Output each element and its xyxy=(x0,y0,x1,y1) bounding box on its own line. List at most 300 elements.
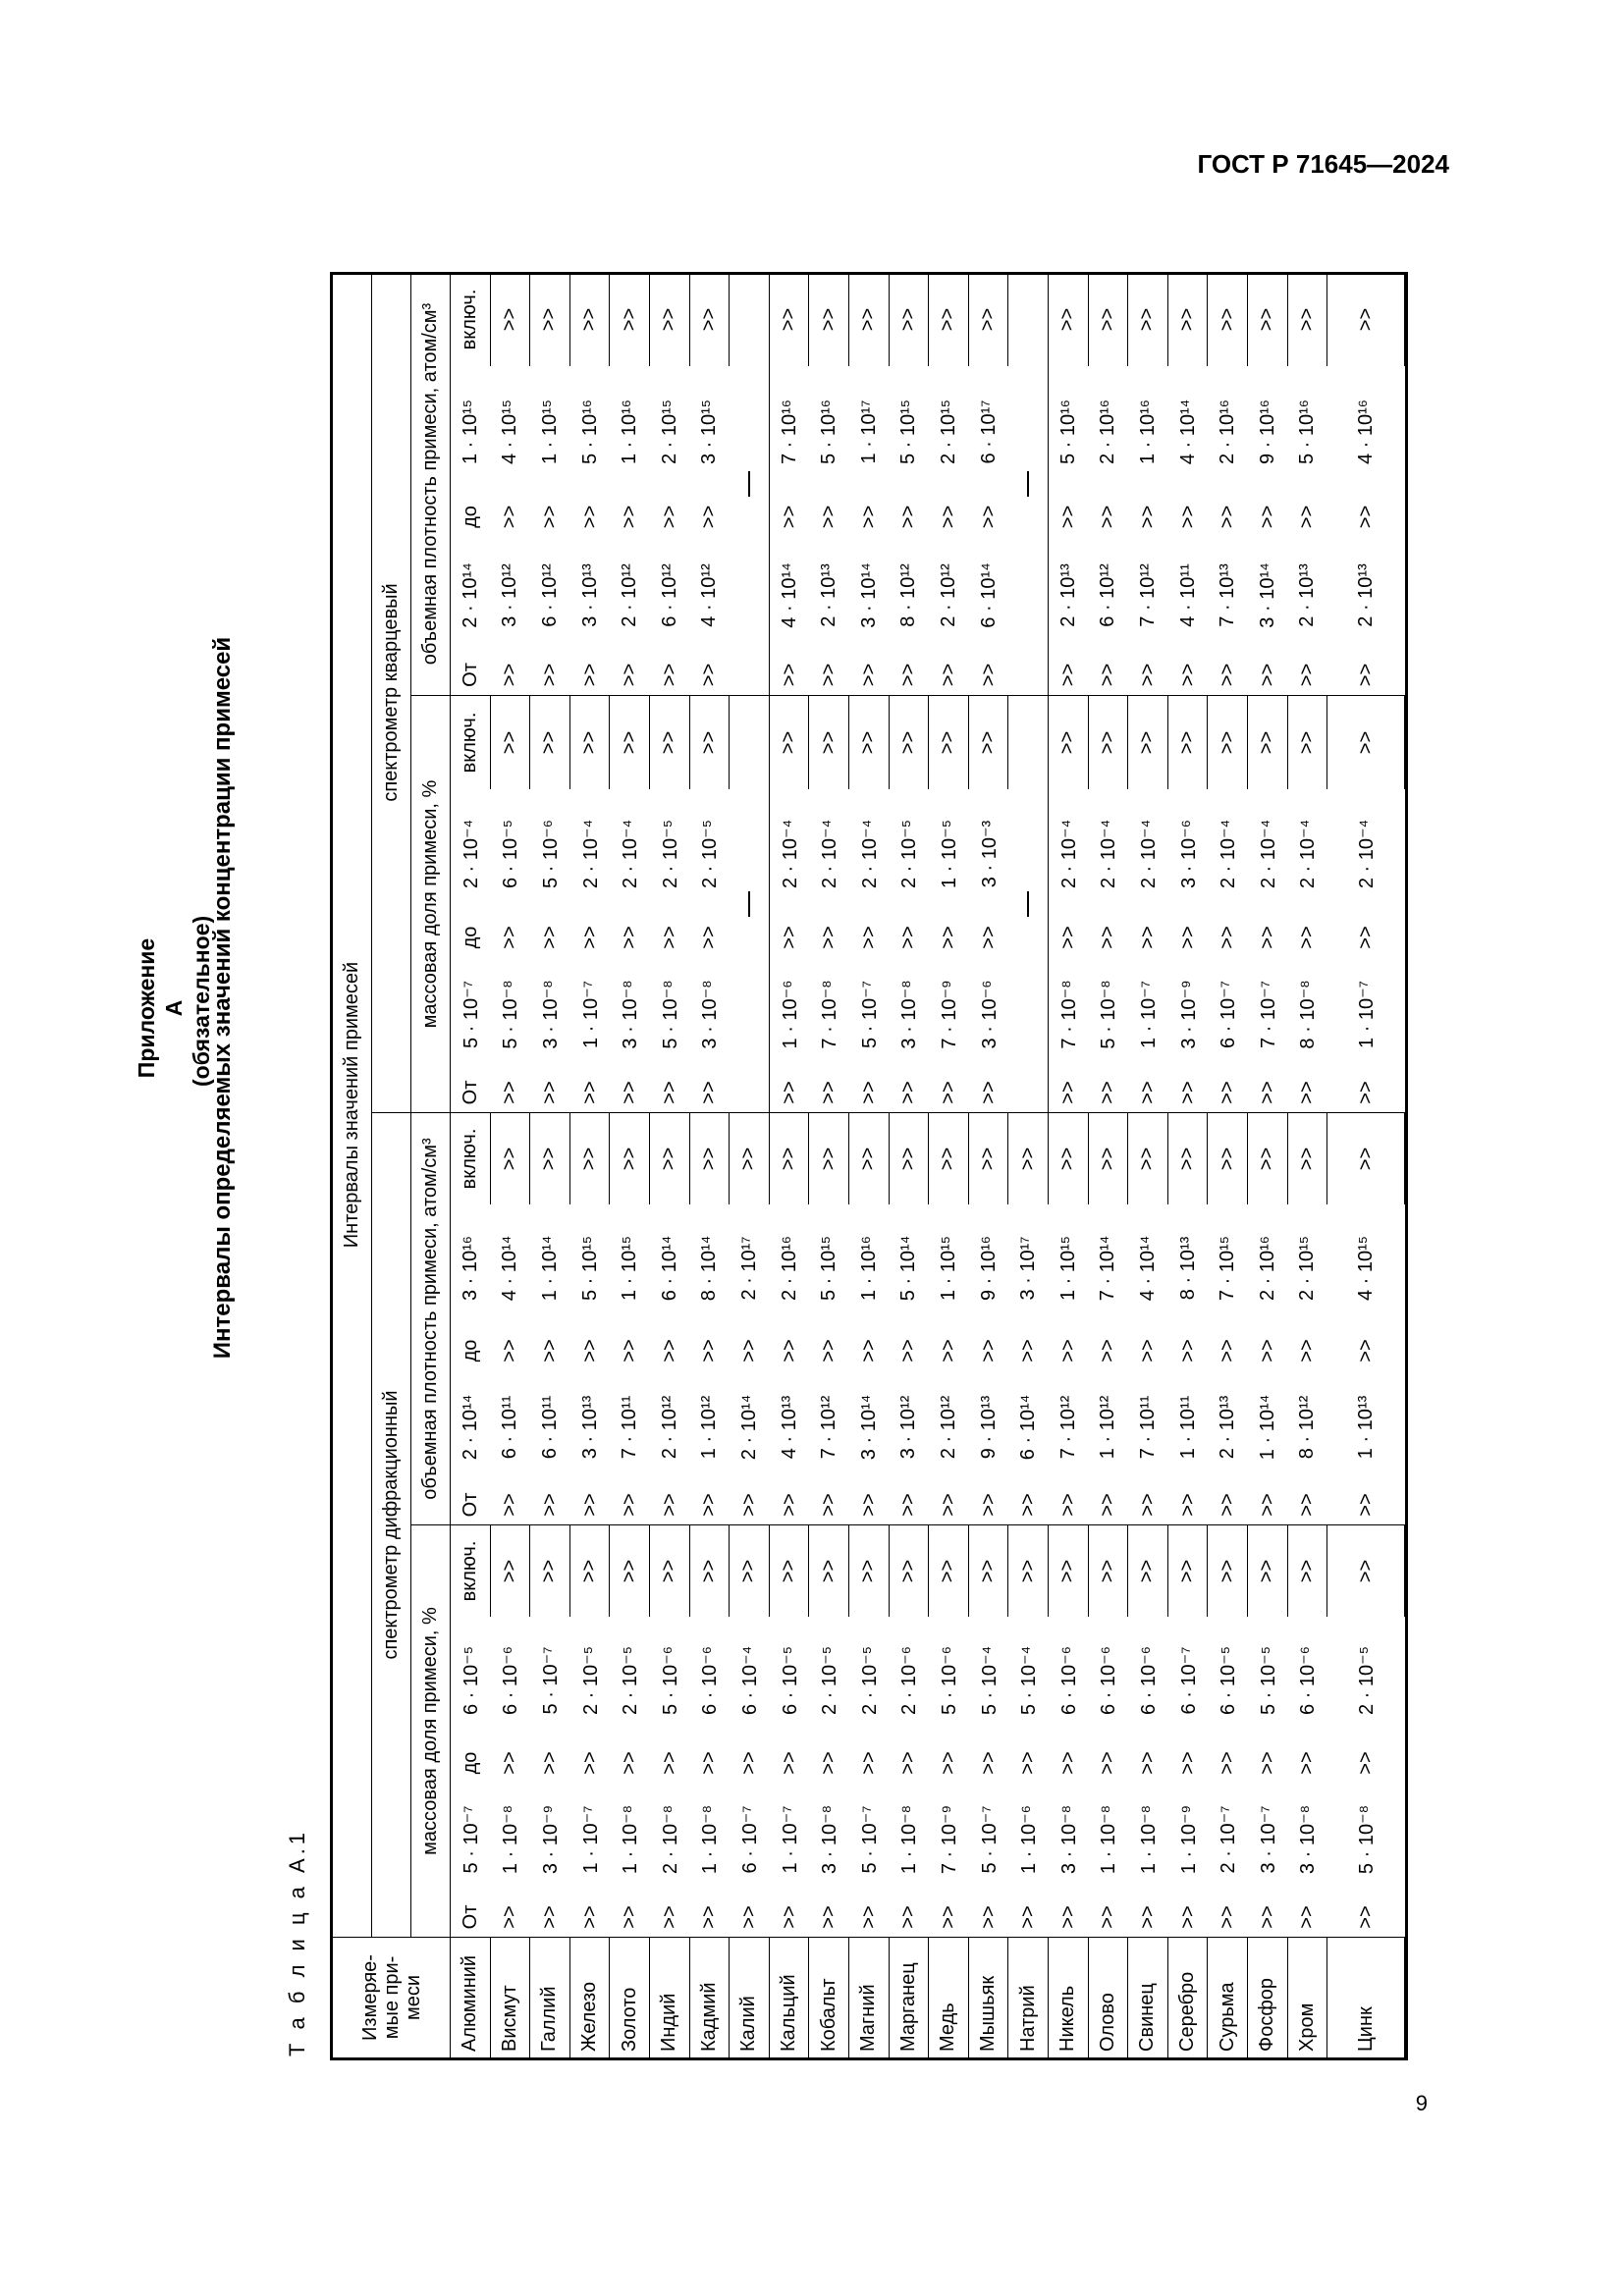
value-cell-prefix: >> xyxy=(778,1081,800,1104)
value-cell-from-value: 2 · 10⁻⁷ xyxy=(1218,1805,1240,1874)
value-cell-to-word: >> xyxy=(538,1751,561,1775)
value-cell-to-value: 5 · 10¹⁶ xyxy=(818,399,840,465)
value-cell-incl: >> xyxy=(1049,272,1089,366)
impurity-name: Железо xyxy=(570,1937,611,2057)
value-cell-to-value: 5 · 10¹⁵ xyxy=(818,1235,840,1302)
value-cell-incl: >> xyxy=(929,1524,969,1617)
value-cell-from-value: 6 · 10⁻⁷ xyxy=(1218,981,1240,1048)
impurity-name: Кальций xyxy=(770,1937,810,2057)
value-cell-prefix: >> xyxy=(1355,663,1378,687)
value-cell-prefix: >> xyxy=(1136,1493,1159,1517)
value-cell-prefix: >> xyxy=(1097,1905,1119,1929)
value-cell-incl: >> xyxy=(570,1524,611,1617)
value-cell-to-value: 2 · 10¹⁵ xyxy=(937,399,959,465)
value-cell-to-value: 2 · 10⁻⁵ xyxy=(1356,1646,1379,1715)
value-cell-from-value: 3 · 10⁻⁹ xyxy=(539,1804,562,1875)
value-cell-to-value: 3 · 10¹⁷ xyxy=(1017,1236,1040,1301)
value-cell-incl: >> xyxy=(1049,1524,1089,1617)
value-cell-to-word: >> xyxy=(818,926,840,949)
value-cell-prefix: >> xyxy=(658,1493,680,1517)
value-cell-incl: >> xyxy=(610,695,650,789)
value-cell-from-value: 4 · 10¹³ xyxy=(778,1395,800,1460)
not-applicable-cell xyxy=(730,272,770,695)
value-cell-to-value: 2 · 10¹⁶ xyxy=(1097,399,1119,465)
value-cell-prefix: >> xyxy=(1136,663,1159,687)
value-cell-to-word: >> xyxy=(619,1339,641,1362)
header-diffraction-spectrometer: спектрометр дифракционный xyxy=(372,1112,411,1937)
value-cell-incl: >> xyxy=(730,1524,770,1617)
value-cell-to-value: 5 · 10⁻⁶ xyxy=(938,1646,960,1715)
value-cell-to-value: 6 · 10⁻⁵ xyxy=(779,1646,801,1715)
value-cell-to-value: 5 · 10¹⁶ xyxy=(1056,399,1079,465)
value-cell-incl: >> xyxy=(1008,1112,1049,1204)
value-cell-to-word: >> xyxy=(897,1339,920,1362)
value-cell-incl: >> xyxy=(1168,1524,1209,1617)
value-cell-from-value: 1 · 10⁻⁸ xyxy=(500,1804,522,1875)
value-cell-prefix: >> xyxy=(818,1905,840,1929)
value-cell-from-value: 3 · 10⁻⁸ xyxy=(699,980,722,1049)
value-cell-to-word: >> xyxy=(1097,505,1119,529)
value-cell-to-value: 5 · 10¹⁶ xyxy=(578,399,601,465)
value-cell-incl: >> xyxy=(1288,272,1328,366)
data-table xyxy=(330,272,1408,2060)
value-cell-prefix: >> xyxy=(1056,1081,1079,1104)
value-cell-prefix: >> xyxy=(1296,1081,1319,1104)
value-cell-to-value: 4 · 10¹⁴ xyxy=(499,1235,521,1302)
value-cell-to-value: 3 · 10¹⁵ xyxy=(698,399,721,465)
value-cell-from-value: 3 · 10⁻⁸ xyxy=(539,980,562,1049)
value-cell-incl: >> xyxy=(1049,695,1089,789)
value-cell-to-word: >> xyxy=(937,505,959,529)
value-cell-incl: >> xyxy=(1288,1524,1328,1617)
section-title: Интервалы определяемых значений концентрации примесей xyxy=(209,636,236,1360)
value-cell-incl: >> xyxy=(929,695,969,789)
value-cell-incl: >> xyxy=(890,695,930,789)
value-cell-to-word: >> xyxy=(1355,1751,1378,1775)
value-cell-prefix: >> xyxy=(897,1081,920,1104)
value-cell-incl: >> xyxy=(770,695,810,789)
value-cell-to-value: 6 · 10⁻⁶ xyxy=(1057,1646,1080,1715)
value-cell-from-value: 6 · 10¹⁴ xyxy=(977,562,1000,628)
value-cell-incl: >> xyxy=(1327,695,1405,789)
value-cell-to-value: 2 · 10⁻⁵ xyxy=(659,820,681,888)
value-cell-from-value: 3 · 10¹² xyxy=(897,1395,920,1460)
value-cell-incl: >> xyxy=(491,272,531,366)
value-cell-prefix: >> xyxy=(1176,1493,1199,1517)
value-cell-to-word: >> xyxy=(619,1751,641,1775)
value-cell-prefix: >> xyxy=(1017,1493,1040,1517)
value-cell-incl: >> xyxy=(1327,272,1405,366)
value-cell-to-word: >> xyxy=(499,926,521,949)
value-cell-incl: >> xyxy=(650,1112,690,1204)
value-cell-prefix: >> xyxy=(1136,1081,1159,1104)
value-cell-from-value: 1 · 10⁻⁷ xyxy=(1356,981,1379,1048)
value-cell-incl: >> xyxy=(809,695,849,789)
value-cell-prefix: >> xyxy=(778,1493,800,1517)
value-cell-incl: >> xyxy=(1168,1112,1209,1204)
value-cell-incl: >> xyxy=(610,1112,650,1204)
value-cell-prefix: От xyxy=(459,1904,481,1930)
value-cell-incl: >> xyxy=(690,1524,731,1617)
value-cell-from-value: 7 · 10⁻⁹ xyxy=(938,980,960,1049)
value-cell-prefix: >> xyxy=(937,663,959,687)
value-cell-to-word: >> xyxy=(937,926,959,949)
value-cell-to-word: >> xyxy=(1017,1339,1040,1362)
value-cell-from-value: 3 · 10⁻⁷ xyxy=(1257,1805,1279,1874)
value-cell-to-value: 2 · 10⁻⁴ xyxy=(779,819,801,889)
value-cell-prefix: >> xyxy=(1355,1493,1378,1517)
not-applicable-cell xyxy=(730,695,770,1112)
impurity-name: Никель xyxy=(1049,1937,1089,2057)
value-cell-prefix: >> xyxy=(1217,1905,1239,1929)
value-cell-to-word: >> xyxy=(698,1339,721,1362)
dash-mark xyxy=(748,471,750,497)
value-cell-to-value: 2 · 10¹⁶ xyxy=(1217,399,1239,465)
dash-mark xyxy=(1027,471,1029,497)
value-cell-from-value: 2 · 10¹³ xyxy=(1296,563,1319,627)
value-cell-to-word: >> xyxy=(937,1339,959,1362)
impurity-name: Олово xyxy=(1089,1937,1129,2057)
value-cell-to-value: 6 · 10⁻⁶ xyxy=(699,1646,722,1715)
value-cell-to-word: >> xyxy=(698,1751,721,1775)
value-cell-to-value: 2 · 10⁻⁵ xyxy=(699,820,722,888)
value-cell-prefix: >> xyxy=(1056,1905,1079,1929)
value-cell-prefix: >> xyxy=(778,663,800,687)
value-cell-to-word: >> xyxy=(778,926,800,949)
value-cell-incl: >> xyxy=(770,1524,810,1617)
value-cell-incl: >> xyxy=(890,1112,930,1204)
value-cell-to-word: >> xyxy=(578,505,601,529)
value-cell-to-word: >> xyxy=(1296,505,1319,529)
value-cell-prefix: >> xyxy=(977,1081,1000,1104)
value-cell-to-value: 6 · 10⁻⁴ xyxy=(738,1645,761,1716)
value-cell-prefix: От xyxy=(459,1080,481,1105)
value-cell-incl: >> xyxy=(1208,695,1248,789)
value-cell-prefix: >> xyxy=(1355,1081,1378,1104)
value-cell-prefix: >> xyxy=(857,1905,880,1929)
value-cell-prefix: >> xyxy=(1097,663,1119,687)
value-cell-from-value: 1 · 10⁻⁸ xyxy=(620,1804,642,1875)
value-cell-from-value: 1 · 10⁻⁷ xyxy=(579,1805,602,1874)
value-cell-to-value: 5 · 10⁻⁴ xyxy=(1018,1645,1041,1716)
value-cell-to-value: 3 · 10⁻⁶ xyxy=(1177,820,1200,888)
value-cell-to-word: >> xyxy=(1256,505,1278,529)
value-cell-to-value: 1 · 10¹⁴ xyxy=(538,1235,561,1302)
value-cell-from-value: 5 · 10⁻⁷ xyxy=(858,981,881,1048)
value-cell-prefix: >> xyxy=(1056,1493,1079,1517)
value-cell-from-value: 3 · 10⁻⁸ xyxy=(620,980,642,1049)
value-cell-prefix: >> xyxy=(778,1905,800,1929)
value-cell-to-word: >> xyxy=(1217,1339,1239,1362)
value-cell-to-word: >> xyxy=(857,505,880,529)
value-cell-prefix: >> xyxy=(977,1493,1000,1517)
value-cell-to-value: 1 · 10¹⁶ xyxy=(857,1235,880,1302)
value-cell-from-value: 9 · 10¹³ xyxy=(977,1395,1000,1460)
value-cell-from-value: 1 · 10⁻⁹ xyxy=(1177,1804,1200,1875)
value-cell-from-value: 8 · 10¹² xyxy=(1296,1395,1319,1460)
value-cell-to-value: 2 · 10⁻⁶ xyxy=(898,1646,921,1715)
value-cell-to-word: >> xyxy=(1256,1751,1278,1775)
value-cell-to-value: 1 · 10¹⁶ xyxy=(1136,399,1159,465)
value-cell-incl: >> xyxy=(809,1112,849,1204)
value-cell-from-value: 2 · 10¹² xyxy=(937,1395,959,1460)
value-cell-prefix: >> xyxy=(698,663,721,687)
annex-status: (обязательное) xyxy=(189,915,214,1087)
value-cell-prefix: >> xyxy=(857,663,880,687)
document-code: ГОСТ Р 71645—2024 xyxy=(1197,149,1449,179)
value-cell-to-word: >> xyxy=(1136,926,1159,949)
value-cell-to-value: 1 · 10¹⁷ xyxy=(857,400,880,464)
value-cell-from-value: 6 · 10¹² xyxy=(538,563,561,627)
value-cell-prefix: >> xyxy=(1176,663,1199,687)
value-cell-to-value: 4 · 10¹⁴ xyxy=(1176,399,1199,465)
value-cell-incl: >> xyxy=(1248,695,1288,789)
value-cell-to-word: >> xyxy=(698,505,721,529)
value-cell-to-word: >> xyxy=(1136,505,1159,529)
value-cell-to-value: 2 · 10⁻⁵ xyxy=(898,820,921,888)
value-cell-prefix: >> xyxy=(538,1905,561,1929)
value-cell-to-value: 6 · 10¹⁴ xyxy=(658,1235,680,1302)
impurity-name: Хром xyxy=(1288,1937,1328,2057)
value-cell-from-value: 7 · 10¹¹ xyxy=(1136,1395,1159,1460)
value-cell-incl: включ. xyxy=(451,272,491,366)
value-cell-to-word: >> xyxy=(538,505,561,529)
impurity-name: Натрий xyxy=(1008,1937,1049,2057)
value-cell-to-value: 9 · 10¹⁶ xyxy=(977,1235,1000,1302)
impurity-name: Магний xyxy=(849,1937,890,2057)
value-cell-incl: >> xyxy=(969,695,1009,789)
value-cell-to-value: 6 · 10⁻⁶ xyxy=(500,1646,522,1715)
value-cell-prefix: >> xyxy=(1097,1081,1119,1104)
value-cell-incl: >> xyxy=(690,695,731,789)
value-cell-prefix: >> xyxy=(977,663,1000,687)
value-cell-to-word: >> xyxy=(1355,926,1378,949)
value-cell-to-word: до xyxy=(459,926,481,949)
value-cell-from-value: 3 · 10⁻⁸ xyxy=(1057,1804,1080,1875)
table-caption: Т а б л и ц а А.1 xyxy=(285,1828,309,2056)
impurity-name: Фосфор xyxy=(1248,1937,1288,2057)
value-cell-to-word: >> xyxy=(937,1751,959,1775)
value-cell-from-value: 1 · 10⁻⁷ xyxy=(579,981,602,1048)
value-cell-incl: >> xyxy=(570,272,611,366)
value-cell-to-word: >> xyxy=(778,505,800,529)
value-cell-to-word: >> xyxy=(857,1339,880,1362)
annex-title: Приложение А xyxy=(134,937,187,1079)
value-cell-to-word: >> xyxy=(499,1339,521,1362)
value-cell-from-value: 3 · 10⁻⁸ xyxy=(819,1804,841,1875)
value-cell-to-word: >> xyxy=(818,1751,840,1775)
value-cell-to-word: >> xyxy=(658,505,680,529)
value-cell-from-value: 5 · 10⁻⁷ xyxy=(460,981,482,1048)
value-cell-from-value: 3 · 10¹² xyxy=(499,563,521,627)
value-cell-to-word: >> xyxy=(1176,1339,1199,1362)
value-cell-to-value: 7 · 10¹⁶ xyxy=(778,399,800,465)
value-cell-to-value: 2 · 10⁻⁴ xyxy=(819,819,841,889)
value-cell-prefix: >> xyxy=(818,1081,840,1104)
value-cell-prefix: >> xyxy=(1217,663,1239,687)
value-cell-incl: >> xyxy=(1128,1524,1168,1617)
value-cell-incl: >> xyxy=(1248,1524,1288,1617)
value-cell-from-value: 3 · 10⁻⁶ xyxy=(978,980,1001,1049)
value-cell-incl: >> xyxy=(1288,1112,1328,1204)
page-number: 9 xyxy=(1415,2091,1428,2115)
header-impurity: Измеряе-мые при-меси xyxy=(333,1937,451,2057)
value-cell-to-value: 5 · 10⁻⁶ xyxy=(659,1646,681,1715)
value-cell-to-word: >> xyxy=(1017,1751,1040,1775)
value-cell-from-value: 3 · 10⁻⁹ xyxy=(1177,980,1200,1049)
value-cell-from-value: 4 · 10¹⁴ xyxy=(778,562,800,628)
value-cell-to-word: >> xyxy=(499,505,521,529)
value-cell-to-value: 1 · 10¹⁶ xyxy=(619,399,641,465)
value-cell-to-word: >> xyxy=(1136,1751,1159,1775)
value-cell-prefix: >> xyxy=(857,1081,880,1104)
value-cell-prefix: >> xyxy=(698,1081,721,1104)
value-cell-from-value: 4 · 10¹¹ xyxy=(1176,563,1199,627)
value-cell-prefix: >> xyxy=(658,1081,680,1104)
impurity-name: Висмут xyxy=(491,1937,531,2057)
impurity-name: Индий xyxy=(650,1937,690,2057)
value-cell-from-value: 1 · 10⁻⁸ xyxy=(699,1804,722,1875)
value-cell-to-word: >> xyxy=(977,505,1000,529)
value-cell-incl: >> xyxy=(1327,1524,1405,1617)
impurity-name: Цинк xyxy=(1327,1937,1405,2057)
value-cell-incl: >> xyxy=(969,272,1009,366)
value-cell-incl: >> xyxy=(849,1524,890,1617)
value-cell-from-value: 1 · 10⁻⁷ xyxy=(779,1805,801,1874)
value-cell-from-value: 3 · 10¹⁴ xyxy=(1256,562,1278,628)
value-cell-from-value: 3 · 10⁻⁸ xyxy=(898,980,921,1049)
value-cell-from-value: 2 · 10⁻⁸ xyxy=(659,1804,681,1875)
value-cell-incl: >> xyxy=(890,272,930,366)
value-cell-prefix: >> xyxy=(619,1905,641,1929)
impurity-name: Калий xyxy=(730,1937,770,2057)
value-cell-from-value: 3 · 10¹³ xyxy=(578,563,601,627)
value-cell-from-value: 2 · 10¹³ xyxy=(818,563,840,627)
value-cell-from-value: 1 · 10¹² xyxy=(1097,1395,1119,1460)
impurity-name: Свинец xyxy=(1128,1937,1168,2057)
value-cell-to-value: 2 · 10⁻⁴ xyxy=(579,819,602,889)
value-cell-prefix: >> xyxy=(1097,1493,1119,1517)
value-cell-to-word: >> xyxy=(538,926,561,949)
value-cell-to-word: >> xyxy=(857,926,880,949)
value-cell-incl: >> xyxy=(650,1524,690,1617)
value-cell-incl: >> xyxy=(1089,1524,1129,1617)
value-cell-prefix: >> xyxy=(937,1493,959,1517)
value-cell-from-value: 5 · 10⁻⁸ xyxy=(659,980,681,1049)
value-cell-from-value: 1 · 10¹³ xyxy=(1355,1395,1378,1460)
value-cell-to-value: 6 · 10⁻⁵ xyxy=(500,820,522,888)
not-applicable-cell xyxy=(1008,272,1049,695)
value-cell-from-value: 6 · 10¹² xyxy=(658,563,680,627)
value-cell-to-value: 7 · 10¹⁵ xyxy=(1217,1235,1239,1302)
value-cell-to-word: >> xyxy=(658,1339,680,1362)
value-cell-from-value: 7 · 10⁻⁷ xyxy=(1257,981,1279,1048)
value-cell-prefix: >> xyxy=(1355,1905,1378,1929)
value-cell-to-word: >> xyxy=(1097,1751,1119,1775)
value-cell-incl: >> xyxy=(1208,272,1248,366)
value-cell-to-word: >> xyxy=(778,1339,800,1362)
value-cell-incl: >> xyxy=(1208,1112,1248,1204)
impurity-name: Золото xyxy=(610,1937,650,2057)
value-cell-prefix: >> xyxy=(1256,1081,1278,1104)
value-cell-incl: >> xyxy=(690,1112,731,1204)
value-cell-prefix: От xyxy=(459,1492,481,1518)
value-cell-prefix: >> xyxy=(1217,1081,1239,1104)
value-cell-to-value: 1 · 10¹⁵ xyxy=(619,1235,641,1302)
value-cell-from-value: 2 · 10¹³ xyxy=(1355,563,1378,627)
value-cell-incl: >> xyxy=(929,1112,969,1204)
value-cell-incl: >> xyxy=(730,1112,770,1204)
value-cell-incl: >> xyxy=(570,1112,611,1204)
header-mass-fraction: массовая доля примеси, % xyxy=(411,695,451,1112)
value-cell-to-value: 2 · 10⁻⁴ xyxy=(1356,819,1379,889)
value-cell-to-word: >> xyxy=(818,505,840,529)
value-cell-to-value: 4 · 10¹⁵ xyxy=(1355,1235,1378,1302)
value-cell-incl: >> xyxy=(530,1524,570,1617)
value-cell-incl: >> xyxy=(1248,1112,1288,1204)
value-cell-prefix: >> xyxy=(619,1081,641,1104)
value-cell-to-word: >> xyxy=(778,1751,800,1775)
value-cell-incl: >> xyxy=(849,272,890,366)
value-cell-to-value: 2 · 10¹⁶ xyxy=(778,1235,800,1302)
value-cell-to-value: 2 · 10⁻⁴ xyxy=(460,819,482,889)
value-cell-prefix: >> xyxy=(1256,663,1278,687)
value-cell-to-word: >> xyxy=(1217,1751,1239,1775)
value-cell-to-word: >> xyxy=(538,1339,561,1362)
value-cell-from-value: 5 · 10⁻⁷ xyxy=(858,1805,881,1874)
value-cell-to-value: 1 · 10¹⁵ xyxy=(937,1235,959,1302)
value-cell-to-word: >> xyxy=(1056,1339,1079,1362)
value-cell-to-value: 5 · 10¹⁵ xyxy=(897,399,920,465)
value-cell-from-value: 7 · 10¹¹ xyxy=(619,1395,641,1460)
value-cell-to-value: 6 · 10⁻⁶ xyxy=(1297,1646,1320,1715)
value-cell-to-value: 5 · 10⁻⁶ xyxy=(539,820,562,888)
value-cell-to-word: >> xyxy=(1136,1339,1159,1362)
value-cell-to-word: >> xyxy=(1256,926,1278,949)
value-cell-from-value: 1 · 10⁻⁷ xyxy=(1137,981,1160,1048)
value-cell-prefix: >> xyxy=(538,663,561,687)
value-cell-to-value: 4 · 10¹⁵ xyxy=(499,399,521,465)
value-cell-prefix: >> xyxy=(1056,663,1079,687)
value-cell-to-value: 5 · 10¹⁵ xyxy=(578,1235,601,1302)
value-cell-prefix: >> xyxy=(857,1493,880,1517)
value-cell-from-value: 6 · 10¹² xyxy=(1097,563,1119,627)
value-cell-from-value: 2 · 10¹² xyxy=(619,563,641,627)
value-cell-to-word: >> xyxy=(977,926,1000,949)
value-cell-incl: >> xyxy=(1168,272,1209,366)
value-cell-to-value: 2 · 10⁻⁴ xyxy=(1098,819,1120,889)
value-cell-incl: >> xyxy=(610,272,650,366)
value-cell-to-value: 1 · 10¹⁵ xyxy=(1056,1235,1079,1302)
value-cell-to-value: 6 · 10⁻⁶ xyxy=(1098,1646,1120,1715)
value-cell-to-word: >> xyxy=(897,1751,920,1775)
value-cell-to-word: >> xyxy=(977,1751,1000,1775)
value-cell-to-value: 1 · 10¹⁵ xyxy=(538,399,561,465)
value-cell-prefix: >> xyxy=(1017,1905,1040,1929)
dash-mark xyxy=(1027,891,1029,917)
impurity-name: Мышьяк xyxy=(969,1937,1009,2057)
value-cell-incl: >> xyxy=(491,1112,531,1204)
value-cell-to-value: 2 · 10⁻⁴ xyxy=(620,819,642,889)
value-cell-prefix: >> xyxy=(737,1493,760,1517)
value-cell-from-value: 6 · 10¹¹ xyxy=(538,1395,561,1460)
value-cell-prefix: >> xyxy=(937,1905,959,1929)
value-cell-prefix: >> xyxy=(1296,663,1319,687)
value-cell-to-value: 2 · 10¹⁶ xyxy=(1256,1235,1278,1302)
value-cell-prefix: >> xyxy=(658,663,680,687)
value-cell-to-value: 2 · 10¹⁵ xyxy=(658,399,680,465)
value-cell-from-value: 1 · 10⁻⁶ xyxy=(779,980,801,1049)
